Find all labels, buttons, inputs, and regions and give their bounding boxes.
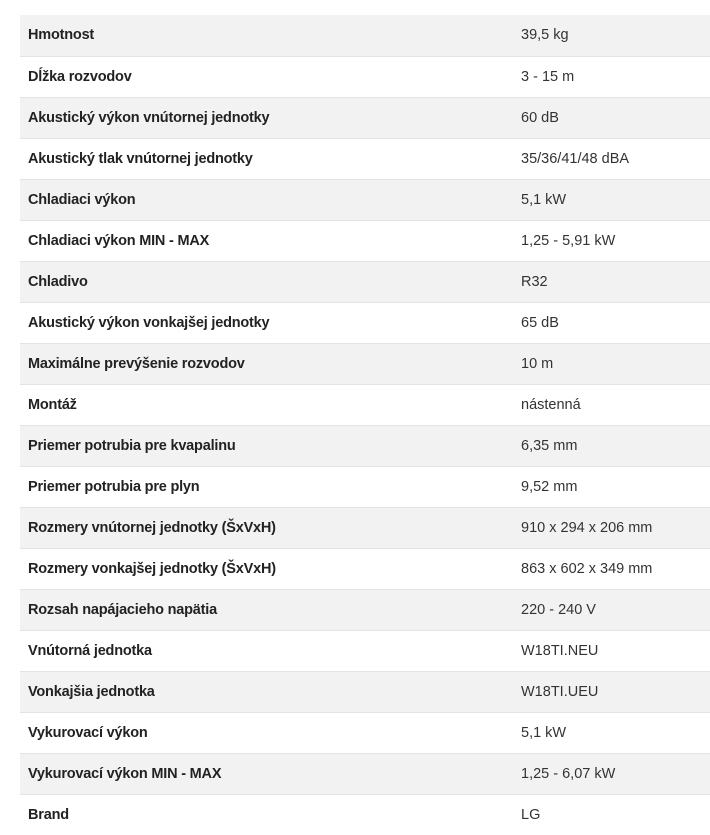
- spec-value: W18TI.NEU: [513, 630, 710, 671]
- spec-value: 3 - 15 m: [513, 56, 710, 97]
- spec-row: [20, 97, 710, 138]
- spec-value: 220 - 240 V: [513, 589, 710, 630]
- spec-row: [20, 794, 710, 835]
- spec-value: 65 dB: [513, 302, 710, 343]
- spec-value: 6,35 mm: [513, 425, 710, 466]
- spec-row: [20, 753, 710, 794]
- spec-label: Dĺžka rozvodov: [20, 56, 513, 97]
- spec-label: Rozmery vonkajšej jednotky (ŠxVxH): [20, 548, 513, 589]
- spec-row: [20, 548, 710, 589]
- spec-row: [20, 56, 710, 97]
- spec-row: [20, 589, 710, 630]
- spec-row: [20, 630, 710, 671]
- spec-label: Chladiaci výkon MIN - MAX: [20, 220, 513, 261]
- spec-value: 5,1 kW: [513, 179, 710, 220]
- spec-label: Maximálne prevýšenie rozvodov: [20, 343, 513, 384]
- spec-label: Rozmery vnútornej jednotky (ŠxVxH): [20, 507, 513, 548]
- specification-table-body: [20, 15, 710, 835]
- spec-label: Vykurovací výkon MIN - MAX: [20, 753, 513, 794]
- spec-value: 1,25 - 5,91 kW: [513, 220, 710, 261]
- spec-value: LG: [521, 806, 541, 823]
- spec-label: Akustický tlak vnútornej jednotky: [20, 138, 513, 179]
- spec-label: Priemer potrubia pre kvapalinu: [20, 425, 513, 466]
- spec-value: 1,25 - 6,07 kW: [513, 753, 710, 794]
- spec-value: 39,5 kg: [513, 15, 710, 56]
- spec-label: Chladiaci výkon: [20, 179, 513, 220]
- spec-row: [20, 425, 710, 466]
- spec-label: Chladivo: [20, 261, 513, 302]
- spec-value: 5,1 kW: [513, 712, 710, 753]
- spec-label: Akustický výkon vnútornej jednotky: [20, 97, 513, 138]
- spec-row: [20, 671, 710, 712]
- spec-label: Priemer potrubia pre plyn: [20, 466, 513, 507]
- specification-table: [20, 15, 710, 835]
- spec-value: nástenná: [513, 384, 710, 425]
- spec-label: Vonkajšia jednotka: [20, 671, 513, 712]
- spec-value: 60 dB: [513, 97, 710, 138]
- spec-value: 910 x 294 x 206 mm: [513, 507, 710, 548]
- spec-row: [20, 384, 710, 425]
- spec-label: Vykurovací výkon: [20, 712, 513, 753]
- spec-label: Montáž: [20, 384, 513, 425]
- spec-row: [20, 302, 710, 343]
- spec-value: W18TI.UEU: [513, 671, 710, 712]
- spec-value: 863 x 602 x 349 mm: [513, 548, 710, 589]
- spec-value: 9,52 mm: [513, 466, 710, 507]
- spec-label: Akustický výkon vonkajšej jednotky: [20, 302, 513, 343]
- spec-label: Hmotnost: [20, 15, 513, 56]
- spec-value: 35/36/41/48 dBA: [513, 138, 710, 179]
- spec-label: Vnútorná jednotka: [20, 630, 513, 671]
- spec-label: Rozsah napájacieho napätia: [20, 589, 513, 630]
- spec-label: Brand: [28, 806, 69, 823]
- spec-value: 10 m: [513, 343, 710, 384]
- spec-row: [20, 15, 710, 56]
- spec-row: [20, 220, 710, 261]
- spec-row: [20, 261, 710, 302]
- spec-row: [20, 138, 710, 179]
- spec-row: [20, 507, 710, 548]
- spec-row: [20, 712, 710, 753]
- spec-row: [20, 466, 710, 507]
- spec-row: [20, 179, 710, 220]
- spec-value: R32: [513, 261, 710, 302]
- spec-row: [20, 343, 710, 384]
